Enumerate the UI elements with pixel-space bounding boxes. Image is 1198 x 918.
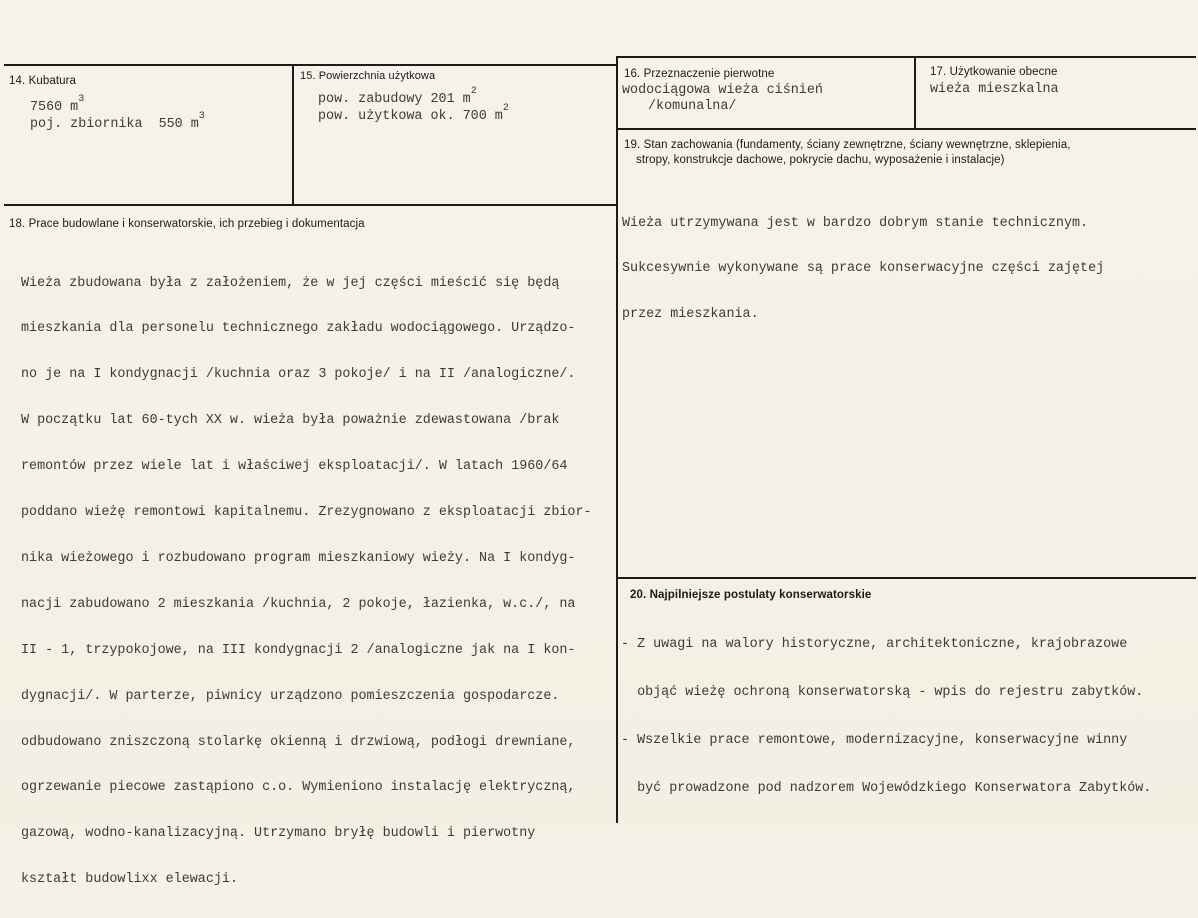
right-rule-19 [617,128,1196,130]
field18-line: nacji zabudowano 2 mieszkania /kuchnia, 2 pokoje, łazienka, w.c./, na [21,596,576,612]
field19-line: Sukcesywnie wykonywane są prace konserwacyjne części zajętej [622,261,1105,277]
top-rule-right [616,56,1196,58]
field18-line: dygnacji/. W parterze, piwnicy urządzono pomieszczenia gospodarcze. [21,688,560,704]
field18-line: Wieża zbudowana była z założeniem, że w jej części mieścić się będą [21,275,560,291]
field19-line: przez mieszkania. [622,307,759,323]
field19-line: Wieża utrzymywana jest w bardzo dobrym stanie technicznym. [622,215,1089,231]
field20-line: - Wszelkie prace remontowe, modernizacyjne, konserwacyjne winny [621,733,1128,748]
field20-body [621,605,1151,829]
field19-label-line1: 19. Stan zachowania (fundamenty, ściany zewnętrzne, ściany wewnętrzne, sklepienia, [624,139,1071,151]
field18-line: II - 1, trzypokojowe, na III kondygnacji 2 /analogiczne jak na I kon- [21,642,576,658]
top-rule [4,64,616,66]
field19-body [622,185,1104,353]
field18-line: odbudowano zniszczoną stolarkę okienną i drzwiową, podłogi drewniane, [21,734,576,750]
vertical-divider-16-17 [914,57,916,129]
field15-usable-area-sup: 2 [502,103,509,114]
field14-volume-sup: 3 [78,94,85,105]
field14-label: 14. Kubatura [9,75,77,87]
field18-line: mieszkania dla personelu technicznego zakładu wodociągowego. Urządzo- [21,321,576,337]
field14-value-line2 [30,111,205,133]
field14-tank-sup: 3 [198,111,205,122]
field14-tank-capacity: poj. zbiornika 550 m [30,117,199,132]
field18-line: ogrzewanie piecowe zastąpiono c.o. Wymieniono instalację elektryczną, [21,780,576,796]
main-vertical-divider [616,57,618,823]
field15-built-area: pow. zabudowy 201 m [318,92,471,107]
field17-label: 17. Użytkowanie obecne [930,66,1058,78]
field17-value: wieża mieszkalna [930,82,1059,97]
field14-volume: 7560 m [30,100,79,115]
field20-label: 20. Najpilniejsze postulaty konserwatorskie [630,589,872,601]
field18-line: gazową, wodno-kanalizacyjną. Utrzymano bryłę budowli i pierwotny [21,826,536,842]
field18-line: nika wieżowego i rozbudowano program mieszkaniowy wieży. Na I kondyg- [21,550,576,566]
field20-line: - Z uwagi na walory historyczne, architektoniczne, krajobrazowe [621,637,1128,652]
field15-value-line2 [318,103,509,125]
field18-body [21,245,592,918]
field20-line: być prowadzone pod nadzorem Wojewódzkiego Konserwatora Zabytków. [621,781,1152,796]
right-rule-20 [617,577,1196,579]
field18-label: 18. Prace budowlane i konserwatorskie, ich przebieg i dokumentacja [9,218,365,230]
vertical-divider-14-15 [292,65,294,205]
field18-line: poddano wieżę remontowi kapitalnemu. Zrezygnowano z eksploatacji zbior- [21,505,592,521]
field18-line: remontów przez wiele lat i właściwej eksploatacji/. W latach 1960/64 [21,459,568,475]
field18-line: W początku lat 60-tych XX w. wieża była poważnie zdewastowana /brak [21,413,560,429]
field18-line: no je na I kondygnacji /kuchnia oraz 3 pokoje/ i na II /analogiczne/. [21,367,576,383]
field15-built-area-sup: 2 [470,86,477,97]
left-rule-horizontal [4,204,616,206]
field15-usable-area: pow. użytkowa ok. 700 m [318,109,503,124]
field15-label: 15. Powierzchnia użytkowa [300,70,436,82]
field20-line: objąć wieżę ochroną konserwatorską - wpis do rejestru zabytków. [621,685,1144,700]
field16-label: 16. Przeznaczenie pierwotne [624,68,775,80]
field14-value-line1 [30,94,85,116]
field16-value-line1: wodociągowa wieża ciśnień [622,83,823,98]
field18-line: kształt budowlixx elewacji. [21,872,238,888]
field19-label-line2: stropy, konstrukcje dachowe, pokrycie dachu, wyposażenie i instalacje) [636,154,1005,166]
field16-value-line2: /komunalna/ [648,99,737,114]
field15-value-line1 [318,86,477,108]
